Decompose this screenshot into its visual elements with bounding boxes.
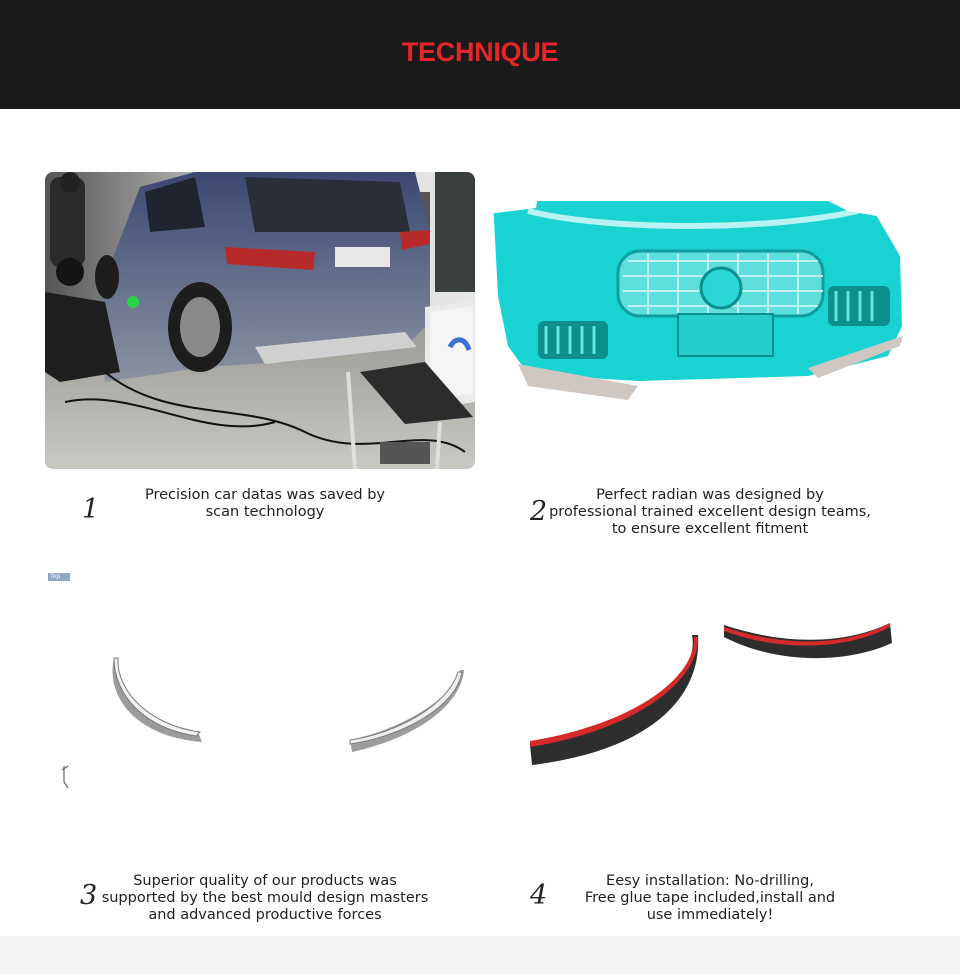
step-3-number: 3 — [80, 880, 98, 911]
step-1-number: 1 — [82, 494, 100, 525]
header-banner — [0, 0, 960, 109]
step-2-number: 2 — [530, 496, 548, 527]
step-4-line-2: Free glue tape included,install and — [584, 890, 836, 906]
step-2-line-2: professional trained excellent design teams, — [549, 504, 871, 520]
step-4-number: 4 — [530, 880, 548, 911]
step-1-caption — [115, 487, 415, 521]
step-3-caption — [98, 873, 432, 924]
step-2-line-3: to ensure excellent fitment — [611, 521, 809, 537]
step-2-line-1: Perfect radian was designed by — [596, 487, 824, 503]
step-4-line-1: Eesy installation: No-drilling, — [606, 873, 814, 889]
step-3-line-3: and advanced productive forces — [148, 907, 382, 923]
step-3-line-1: Superior quality of our products was — [133, 873, 397, 889]
step-4-line-3: use immediately! — [646, 907, 774, 923]
step-1-line-2: scan technology — [205, 504, 325, 520]
bumper-scan-render — [488, 196, 906, 402]
footer-band — [0, 936, 960, 974]
step-2-caption — [548, 487, 872, 538]
cad-lip-render — [48, 640, 468, 800]
view-top-tag: Top — [48, 573, 70, 581]
step-4-caption — [570, 873, 850, 924]
step-1-line-1: Precision car datas was saved by — [144, 487, 385, 503]
step-3-line-2: supported by the best mould design masters — [101, 890, 429, 906]
carbon-lip-photo — [524, 615, 896, 775]
page-title: TECHNIQUE — [401, 37, 559, 67]
scan-photo — [45, 172, 475, 469]
